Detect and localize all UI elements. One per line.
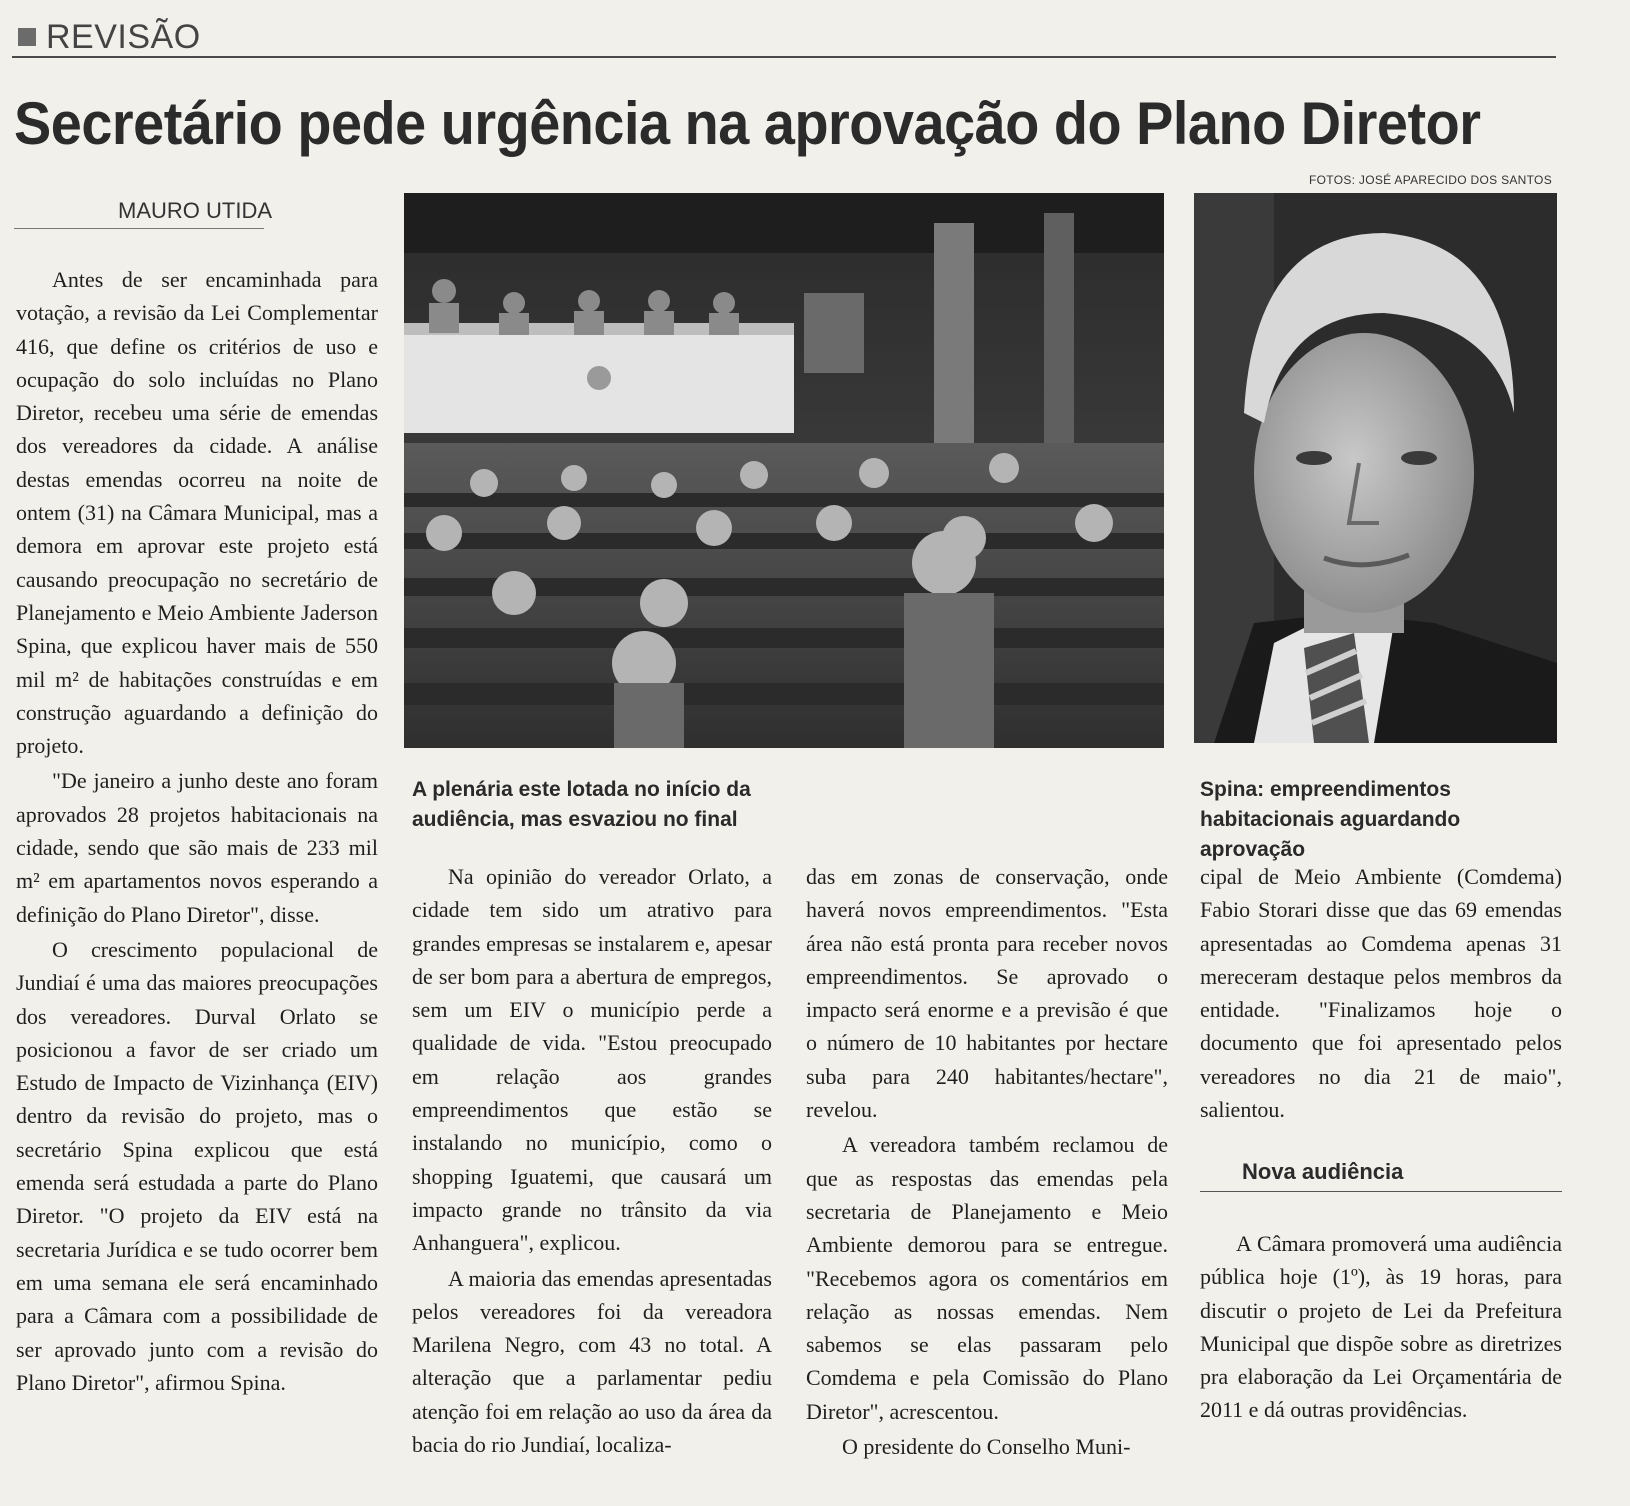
paragraph: A maioria das emendas apresentadas pelos vereadores foi da vereadora Marilena Negro, com 43 no total. A alteração que a parlamentar pediu atenção foi em relação ao uso da área da bacia do rio Jundiaí, localiza-: [412, 1265, 772, 1458]
portrait-caption: Spina: empreendimentos habitacionais aguardando aprovação: [1200, 778, 1461, 861]
plenary-caption: A plenária este lotada no início da audiência, mas esvaziou no final: [412, 778, 751, 831]
article-column-1: [16, 263, 378, 1399]
section-label: REVISÃO: [46, 17, 201, 56]
plenary-photo-image: [404, 193, 1164, 748]
portrait-photo-image: [1194, 193, 1557, 743]
photo-credit: FOTOS: JOSÉ APARECIDO DOS SANTOS: [1309, 173, 1552, 187]
byline: MAURO UTIDA: [118, 198, 272, 223]
article-column-4-continued: [1200, 1227, 1562, 1427]
paragraph: A vereadora também reclamou de que as respostas das emendas pela secretaria de Planejamento e Meio Ambiente demorou para se entregue. "Recebemos agora os comentários em relação as nossas emendas. Nem sabemos se elas passaram pelo Comdema e pela Comissão do Plano Diretor", acrescentou.: [806, 1132, 1168, 1424]
subhead: Nova audiência: [1242, 1159, 1404, 1184]
section-header: [18, 14, 201, 60]
paragraph: Antes de ser encaminhada para votação, a revisão da Lei Complementar 416, que define os critérios de uso e ocupação do solo incluídas no Plano Diretor, recebeu uma série de emendas dos vereadores da cidade. A análise destas emendas ocorreu na noite de ontem (31) na Câmara Municipal, mas a demora em aprovar este projeto está causando preocupação no secretário de Planejamento e Meio Ambiente Jaderson Spina, que explicou haver mais de 550 mil m² de habitações construídas e em construção aguardando a definição do projeto.: [16, 267, 378, 759]
headline: Secretário pede urgência na aprovação do Plano Diretor: [14, 90, 1481, 157]
article-column-3: [806, 860, 1168, 1463]
paragraph: O presidente do Conselho Muni-: [842, 1434, 1131, 1460]
article-column-4: [1200, 860, 1562, 1126]
plenary-photo: [404, 193, 1164, 748]
subhead-block: [1200, 1157, 1562, 1192]
paragraph: "De janeiro a junho deste ano foram aprovados 28 projetos habitacionais na cidade, sendo que são mais de 233 mil m² em apartamentos novos esperando a definição do Plano Diretor", disse.: [16, 768, 378, 927]
byline-divider: [14, 228, 264, 229]
portrait-photo: [1194, 193, 1557, 743]
paragraph: O crescimento populacional de Jundiaí é uma das maiores preocupações dos vereadores. Durval Orlato se posicionou a favor de ser criado um Estudo de Impacto de Vizinhança (EIV) dentro da revisão do projeto, mas o secretário Spina explicou que está emenda será estudada a parte do Plano Diretor. "O projeto da EIV está na secretaria Jurídica e se tudo ocorrer bem em uma semana ele será encaminhado para a Câmara com a possibilidade de ser aprovado junto com a revisão do Plano Diretor", afirmou Spina.: [16, 936, 378, 1395]
subhead-divider: [1200, 1191, 1562, 1192]
top-divider: [12, 56, 1556, 58]
paragraph: cipal de Meio Ambiente (Comdema) Fabio Storari disse que das 69 emendas apresentadas ao Comdema apenas 31 mereceram destaque pelos membros da entidade. "Finalizamos hoje o documento que foi apresentado pelos vereadores no dia 21 de maio", salientou.: [1200, 864, 1562, 1123]
paragraph: Na opinião do vereador Orlato, a cidade tem sido um atrativo para grandes empresas se instalarem e, apesar de ser bom para a abertura de empregos, sem um EIV o município perde a qualidade de vida. "Estou preocupado em relação aos grandes empreendimentos que estão se instalando no município, como o shopping Iguatemi, que causará um impacto grande no trânsito da via Anhanguera", explicou.: [412, 864, 772, 1256]
section-square-icon: [18, 28, 36, 46]
article-column-2: [412, 860, 772, 1461]
paragraph: das em zonas de conservação, onde haverá novos empreendimentos. "Esta área não está pronta para receber novos empreendimentos. Se aprovado o impacto será enorme e a previsão é que o número de 10 habitantes por hectare suba para 240 habitantes/hectare", revelou.: [806, 864, 1168, 1123]
paragraph: A Câmara promoverá uma audiência pública hoje (1º), às 19 horas, para discutir o projeto de Lei da Prefeitura Municipal que dispõe sobre as diretrizes pra elaboração da Lei Orçamentária de 2011 e dá outras providências.: [1200, 1231, 1562, 1423]
